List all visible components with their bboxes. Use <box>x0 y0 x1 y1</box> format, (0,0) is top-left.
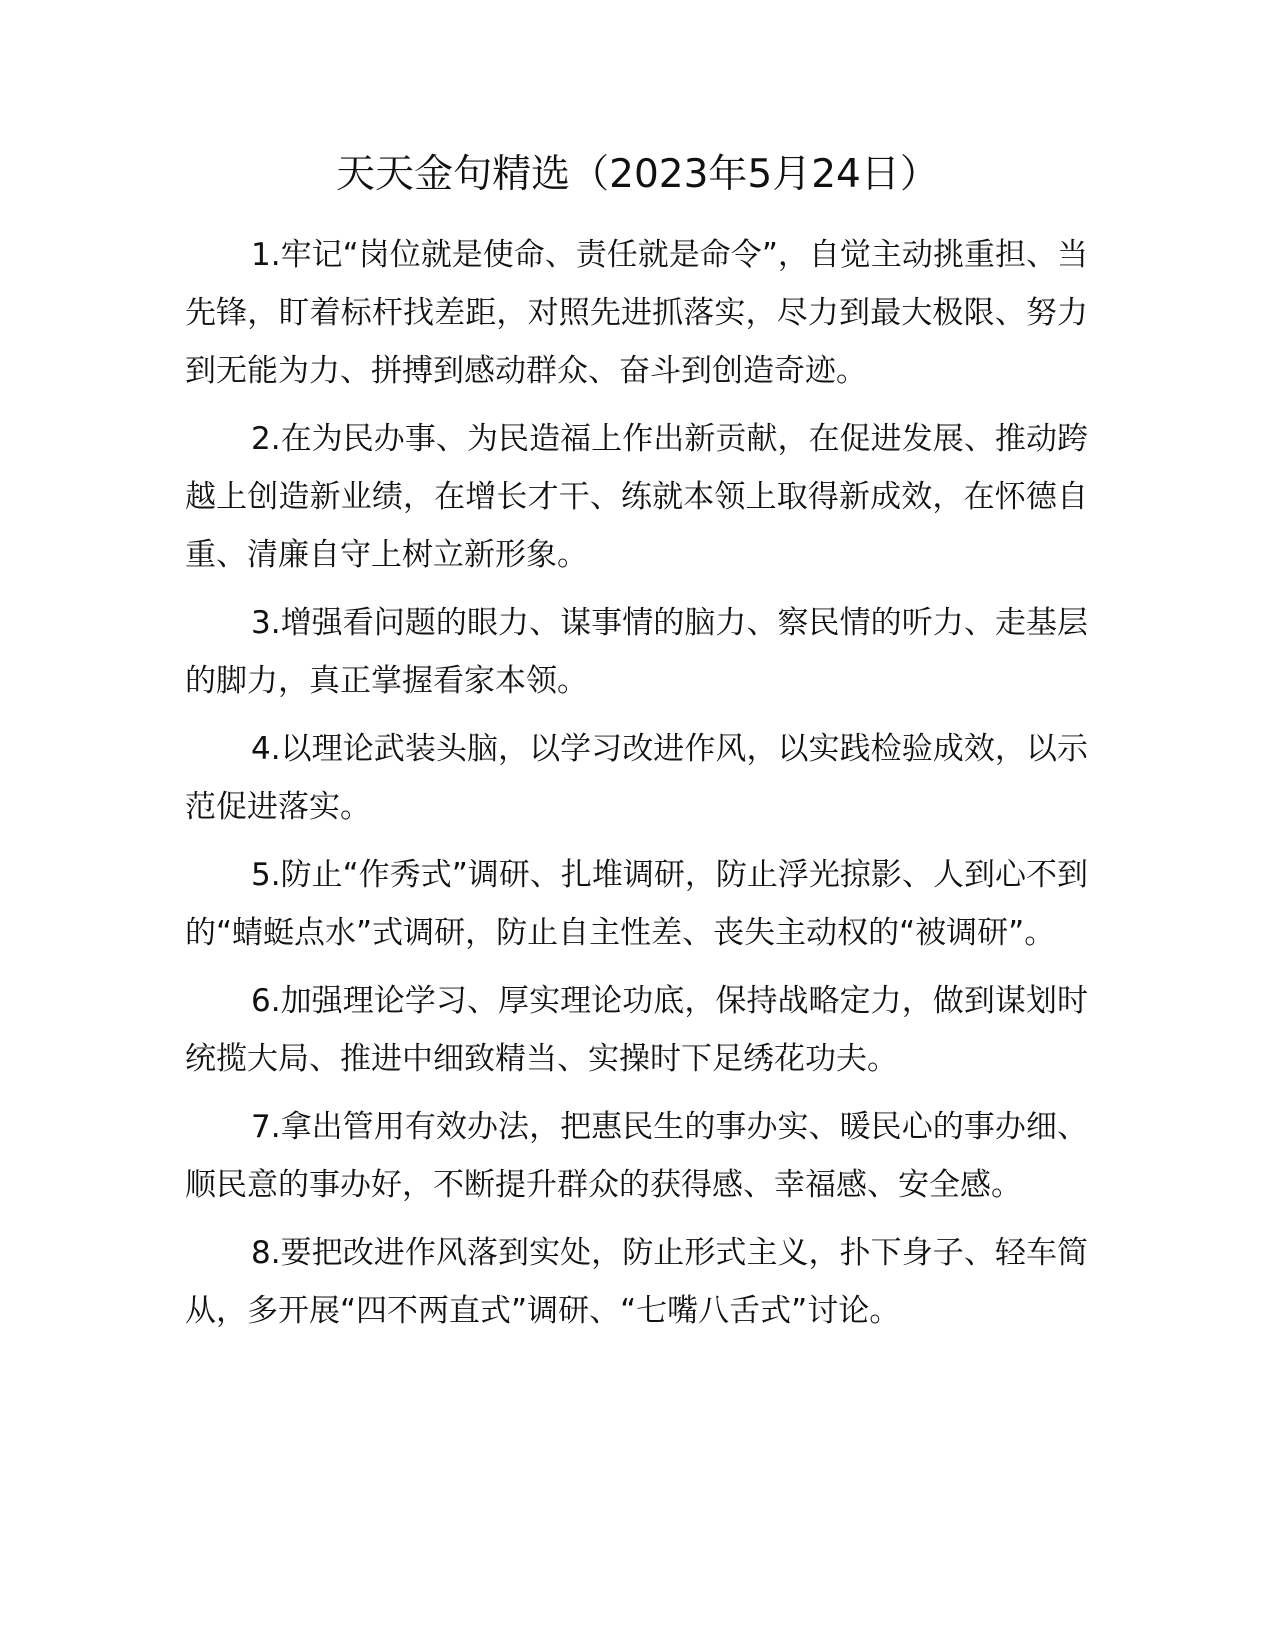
paragraph-2: 2.在为民办事、为民造福上作出新贡献，在促进发展、推动跨越上创造新业绩，在增长才干、练就本领上取得新成效，在怀德自重、清廉自守上树立新形象。 <box>185 421 1088 573</box>
paragraph-8: 8.要把改进作风落到实处，防止形式主义，扑下身子、轻车简从，多开展“四不两直式”调研、“七嘴八舌式”讨论。 <box>185 1235 1088 1329</box>
paragraph-4: 4.以理论武装头脑，以学习改进作风，以实践检验成效，以示范促进落实。 <box>185 731 1088 825</box>
paragraph-1: 1.牢记“岗位就是使命、责任就是命令”，自觉主动挑重担、当先锋，盯着标杆找差距，对照先进抓落实，尽力到最大极限、努力到无能为力、拼搏到感动群众、奋斗到创造奇迹。 <box>185 237 1088 389</box>
document-body <box>185 226 1088 1350</box>
document-title: 天天金句精选（2023年5月24日） <box>336 152 939 197</box>
paragraph-5: 5.防止“作秀式”调研、扎堆调研，防止浮光掠影、人到心不到的“蜻蜓点水”式调研，防止自主性差、丧失主动权的“被调研”。 <box>185 857 1088 951</box>
paragraph-7: 7.拿出管用有效办法，把惠民生的事办实、暖民心的事办细、顺民意的事办好，不断提升群众的获得感、幸福感、安全感。 <box>185 1109 1088 1203</box>
paragraph-6: 6.加强理论学习、厚实理论功底，保持战略定力，做到谋划时统揽大局、推进中细致精当、实操时下足绣花功夫。 <box>185 983 1088 1077</box>
paragraph-3: 3.增强看问题的眼力、谋事情的脑力、察民情的听力、走基层的脚力，真正掌握看家本领。 <box>185 605 1088 699</box>
